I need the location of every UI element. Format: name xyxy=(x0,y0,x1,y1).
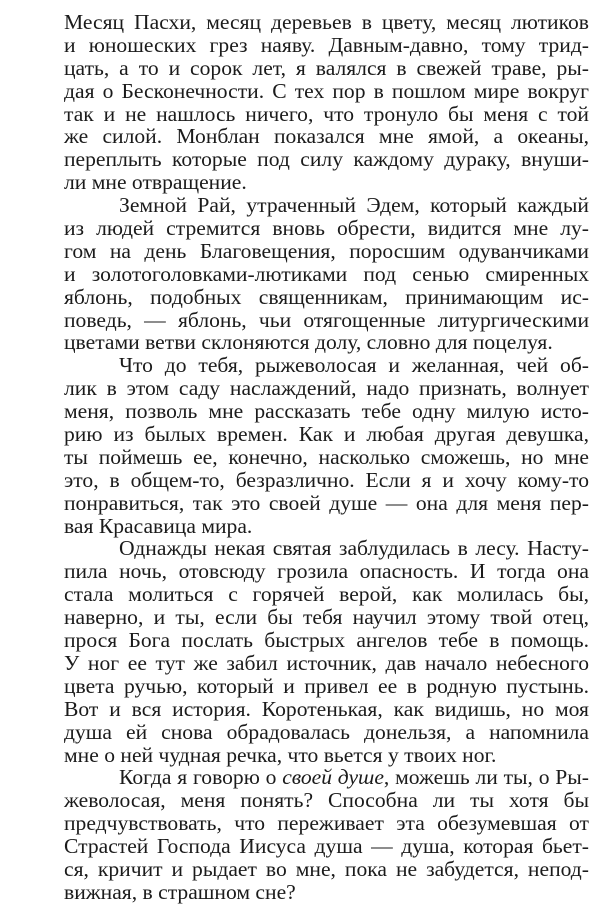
paragraph-5 xyxy=(64,766,589,903)
text-line: наверно, и ты, если бы тебя научил этому твой отец, xyxy=(64,605,589,630)
text-line: пила ночь, отовсюду грозила опасность. И тогда она xyxy=(64,559,589,584)
text-line: жеволосая, меня понять? Способна ли ты хотя бы xyxy=(64,788,589,813)
text-line: яблонь, подобных священникам, принимающим ис- xyxy=(64,284,589,309)
text-line-with-emphasis xyxy=(64,766,589,789)
text-line: гом на день Благовещения, поросшим одуванчиками xyxy=(64,238,589,263)
text-line: и юношеских грез наяву. Давным-давно, тому трид- xyxy=(64,32,589,57)
text-segment: , можешь ли ты, о Ры- xyxy=(383,765,589,790)
paragraph-3 xyxy=(64,354,589,537)
text-line: Страстей Господа Иисуса душа — душа, которая бьет- xyxy=(64,834,589,859)
text-line: цветами ветви склоняются долу, словно для поцелуя. xyxy=(64,330,553,355)
text-line: поведь, — яблонь, чьи отягощенные литургическими xyxy=(64,307,589,332)
text-line: рию из былых времен. Как и любая другая девушка, xyxy=(64,422,589,447)
text-line: Что до тебя, рыжеволосая и желанная, чей об- xyxy=(119,353,589,378)
text-line: так и не нашлось ничего, что тронуло бы меня с той xyxy=(64,101,589,126)
text-line: У ног ее тут же забил источник, дав начало небесного xyxy=(64,650,589,675)
text-line: ты поймешь ее, конечно, насколько сможешь, но мне xyxy=(64,444,589,469)
paragraph-2 xyxy=(64,194,589,354)
text-line: Земной Рай, утраченный Эдем, который каждый xyxy=(119,193,589,218)
text-line: из людей стремится вновь обрести, видится мне лу- xyxy=(64,216,589,241)
text-line: душа ей снова обрадовалась донельзя, а напомнила xyxy=(64,719,589,744)
paragraph-1 xyxy=(64,11,589,194)
body-text xyxy=(64,11,589,904)
text-segment: Когда я говорю о xyxy=(119,765,283,790)
text-line: цать, а то и сорок лет, я валялся в свежей траве, ры- xyxy=(64,55,589,80)
text-line: ли мне отвращение. xyxy=(64,170,247,195)
text-line: Вот и вся история. Коротенькая, как видишь, но моя xyxy=(64,696,589,721)
text-line: вая Красавица мира. xyxy=(64,513,253,538)
text-line: Однажды некая святая заблудилась в лесу. Насту- xyxy=(119,536,589,561)
paragraph-4 xyxy=(64,537,589,766)
text-line: меня, позволь мне рассказать тебе одну милую исто- xyxy=(64,399,589,424)
text-line: прося Бога послать быстрых ангелов тебе в помощь. xyxy=(64,628,589,653)
text-line: дая о Бесконечности. С тех пор в пошлом мире вокруг xyxy=(64,78,589,103)
text-line: лик в этом саду наслаждений, надо признать, волнует xyxy=(64,376,589,401)
text-line: вижная, в страшном сне? xyxy=(64,879,296,904)
text-line: предчувствовать, что переживает эта обезумевшая от xyxy=(64,811,589,836)
text-line: цвета ручью, который и привел ее в родную пустынь. xyxy=(64,673,589,698)
text-line: ся, кричит и рыдает во мне, пока не забудется, непод- xyxy=(64,856,589,881)
text-line: это, в общем-то, безразлично. Если я и хочу кому-то xyxy=(64,467,589,492)
text-line: мне о ней чудная речка, что вьется у твоих ног. xyxy=(64,742,497,767)
emphasized-phrase: своей душе xyxy=(282,765,384,790)
text-line: и золотоголовками-лютиками под сенью смиренных xyxy=(64,261,589,286)
text-line: переплыть которые под силу каждому дураку, внуши- xyxy=(64,147,589,172)
text-line: же силой. Монблан показался мне ямой, а океаны, xyxy=(64,124,589,149)
text-line: понравиться, так это своей душе — она для меня пер- xyxy=(64,490,589,515)
text-line: стала молиться с горячей верой, как молилась бы, xyxy=(64,582,589,607)
text-line: Месяц Пасхи, месяц деревьев в цвету, месяц лютиков xyxy=(64,10,589,34)
